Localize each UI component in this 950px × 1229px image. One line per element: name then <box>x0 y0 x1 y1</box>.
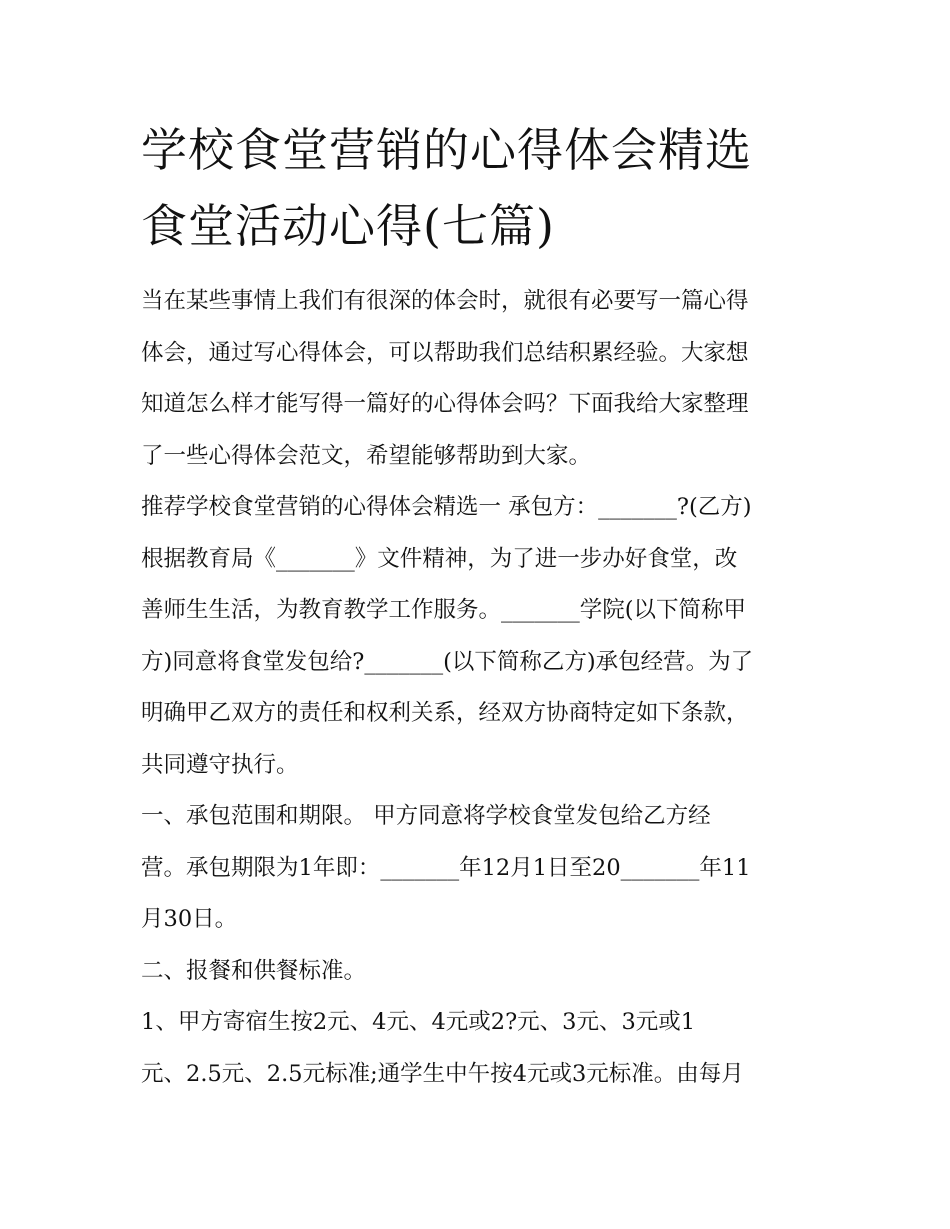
body-line: 明确甲乙双方的责任和权利关系，经双方协商特定如下条款， <box>141 700 749 726</box>
body-line: 元、2.5元、2.5元标准;通学生中午按4元或3元标准。由每月 <box>141 1060 744 1087</box>
body-line: 一、承包范围和期限。 甲方同意将学校食堂发包给乙方经 <box>141 803 711 829</box>
title-line-2: 食堂活动心得(七篇) <box>141 199 555 253</box>
title-line-1: 学校食堂营销的心得体会精选 <box>141 123 752 177</box>
document-title <box>141 112 841 264</box>
body-line: 了一些心得体会范文，希望能够帮助到大家。 <box>141 442 592 469</box>
body-line: 方)同意将食堂发包给?_______(以下简称乙方)承包经营。为了 <box>141 648 754 675</box>
body-line: 善师生生活，为教育教学工作服务。_______学院(以下简称甲 <box>141 597 747 623</box>
body-line: 二、报餐和供餐标准。 <box>141 957 367 984</box>
body-line: 1、甲方寄宿生按2元、4元、4元或2?元、3元、3元或1 <box>141 1009 696 1035</box>
document-body <box>141 276 831 1100</box>
body-line: 知道怎么样才能写得一篇好的心得体会吗？下面我给大家整理 <box>141 391 749 417</box>
body-line: 月30日。 <box>141 906 238 932</box>
body-line: 共同遵守执行。 <box>141 751 299 778</box>
body-line: 推荐学校食堂营销的心得体会精选一 承包方：_______?(乙方) <box>141 494 752 520</box>
body-line: 根据教育局《_______》文件精神，为了进一步办好食堂，改 <box>141 545 738 572</box>
body-line: 营。承包期限为1年即：_______年12月1日至20_______年11 <box>141 854 751 881</box>
body-line: 体会，通过写心得体会，可以帮助我们总结积累经验。大家想 <box>141 339 749 366</box>
body-line: 当在某些事情上我们有很深的体会时，就很有必要写一篇心得 <box>141 288 749 314</box>
